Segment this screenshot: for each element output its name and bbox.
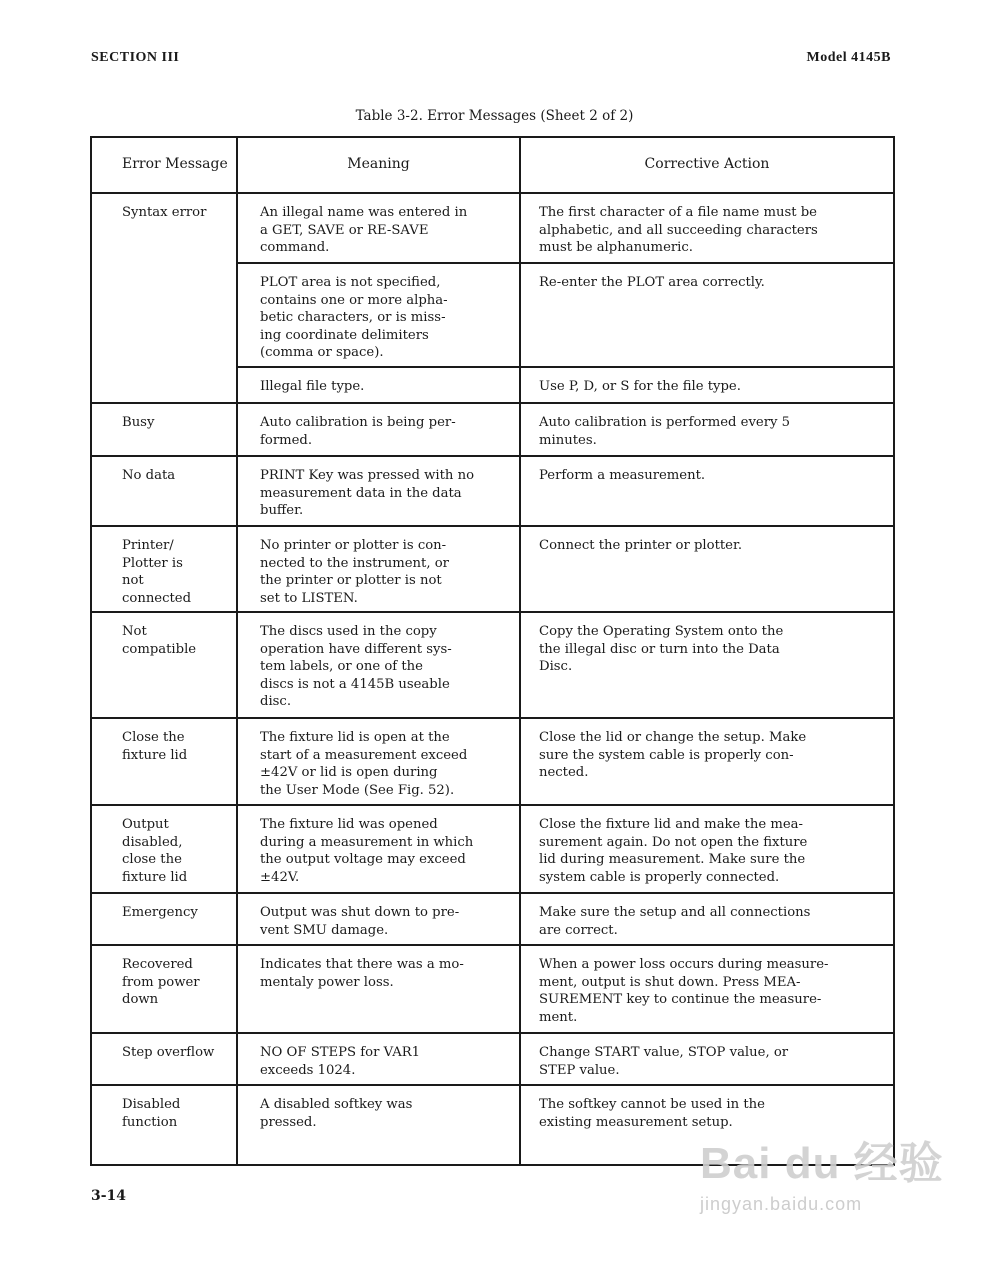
table-row [91, 403, 894, 456]
table-row [91, 612, 894, 718]
action-cell: Close the fixture lid and make the mea- surement again. Do not open the fixture lid during measurement. Make sure the system cable is properly connected. [520, 805, 894, 893]
error-cell: Not compatible [91, 612, 237, 718]
table-row [91, 893, 894, 945]
model-header: Model 4145B [806, 50, 891, 65]
table-row [91, 526, 894, 612]
table-header-row [91, 137, 894, 193]
error-cell: Printer/ Plotter is not connected [91, 526, 237, 612]
meaning-cell: An illegal name was entered in a GET, SAVE or RE-SAVE command. [237, 193, 520, 263]
action-cell: Perform a measurement. [520, 456, 894, 526]
error-messages-table [90, 136, 895, 1166]
meaning-cell: Output was shut down to pre- vent SMU damage. [237, 893, 520, 945]
action-cell: Make sure the setup and all connections are correct. [520, 893, 894, 945]
page-number: 3-14 [91, 1188, 127, 1204]
action-cell: The first character of a file name must be alphabetic, and all succeeding characters must be alphanumeric. [520, 193, 894, 263]
column-header-corrective-action: Corrective Action [520, 137, 894, 193]
table-row [91, 1033, 894, 1085]
table-row [91, 456, 894, 526]
meaning-cell: No printer or plotter is con- nected to the instrument, or the printer or plotter is not set to LISTEN. [237, 526, 520, 612]
error-cell: No data [91, 456, 237, 526]
error-cell: Close the fixture lid [91, 718, 237, 805]
table-row [91, 193, 894, 263]
action-cell: Auto calibration is performed every 5 minutes. [520, 403, 894, 456]
column-header-error-message: Error Message [91, 137, 237, 193]
meaning-cell: Auto calibration is being per- formed. [237, 403, 520, 456]
action-cell: Connect the printer or plotter. [520, 526, 894, 612]
column-header-meaning: Meaning [237, 137, 520, 193]
watermark-site: jingyan.baidu.com [700, 1194, 863, 1214]
error-cell: Step overflow [91, 1033, 237, 1085]
meaning-cell: The fixture lid is open at the start of a measurement exceed ±42V or lid is open during the User Mode (See Fig. 52). [237, 718, 520, 805]
meaning-cell: The discs used in the copy operation have different sys- tem labels, or one of the discs is not a 4145B useable disc. [237, 612, 520, 718]
meaning-cell: Illegal file type. [237, 367, 520, 403]
meaning-cell: A disabled softkey was pressed. [237, 1085, 520, 1165]
baidu-watermark [700, 1140, 950, 1240]
meaning-cell: PRINT Key was pressed with no measurement data in the data buffer. [237, 456, 520, 526]
error-cell: Disabled function [91, 1085, 237, 1165]
action-cell: Change START value, STOP value, or STEP value. [520, 1033, 894, 1085]
table-caption: Table 3-2. Error Messages (Sheet 2 of 2) [355, 108, 634, 124]
meaning-cell: NO OF STEPS for VAR1 exceeds 1024. [237, 1033, 520, 1085]
error-cell: Recovered from power down [91, 945, 237, 1033]
section-header: SECTION III [91, 50, 180, 65]
meaning-cell: PLOT area is not specified, contains one or more alpha- betic characters, or is miss- ing coordinate delimiters (comma or space). [237, 263, 520, 367]
error-cell: Emergency [91, 893, 237, 945]
error-cell: Syntax error [91, 193, 237, 403]
meaning-cell: The fixture lid was opened during a measurement in which the output voltage may exceed ±42V. [237, 805, 520, 893]
action-cell: When a power loss occurs during measure- ment, output is shut down. Press MEA- SUREMENT key to continue the measure- ment. [520, 945, 894, 1033]
table-row [91, 718, 894, 805]
watermark-logo: Bai du 经验 [700, 1139, 944, 1188]
error-cell: Busy [91, 403, 237, 456]
action-cell: Copy the Operating System onto the the illegal disc or turn into the Data Disc. [520, 612, 894, 718]
action-cell: Use P, D, or S for the file type. [520, 367, 894, 403]
action-cell: The softkey cannot be used in the existing measurement setup. [520, 1085, 894, 1165]
error-cell: Output disabled, close the fixture lid [91, 805, 237, 893]
table-row [91, 805, 894, 893]
meaning-cell: Indicates that there was a mo- mentaly power loss. [237, 945, 520, 1033]
action-cell: Re-enter the PLOT area correctly. [520, 263, 894, 367]
table-row [91, 945, 894, 1033]
action-cell: Close the lid or change the setup. Make sure the system cable is properly con- nected. [520, 718, 894, 805]
